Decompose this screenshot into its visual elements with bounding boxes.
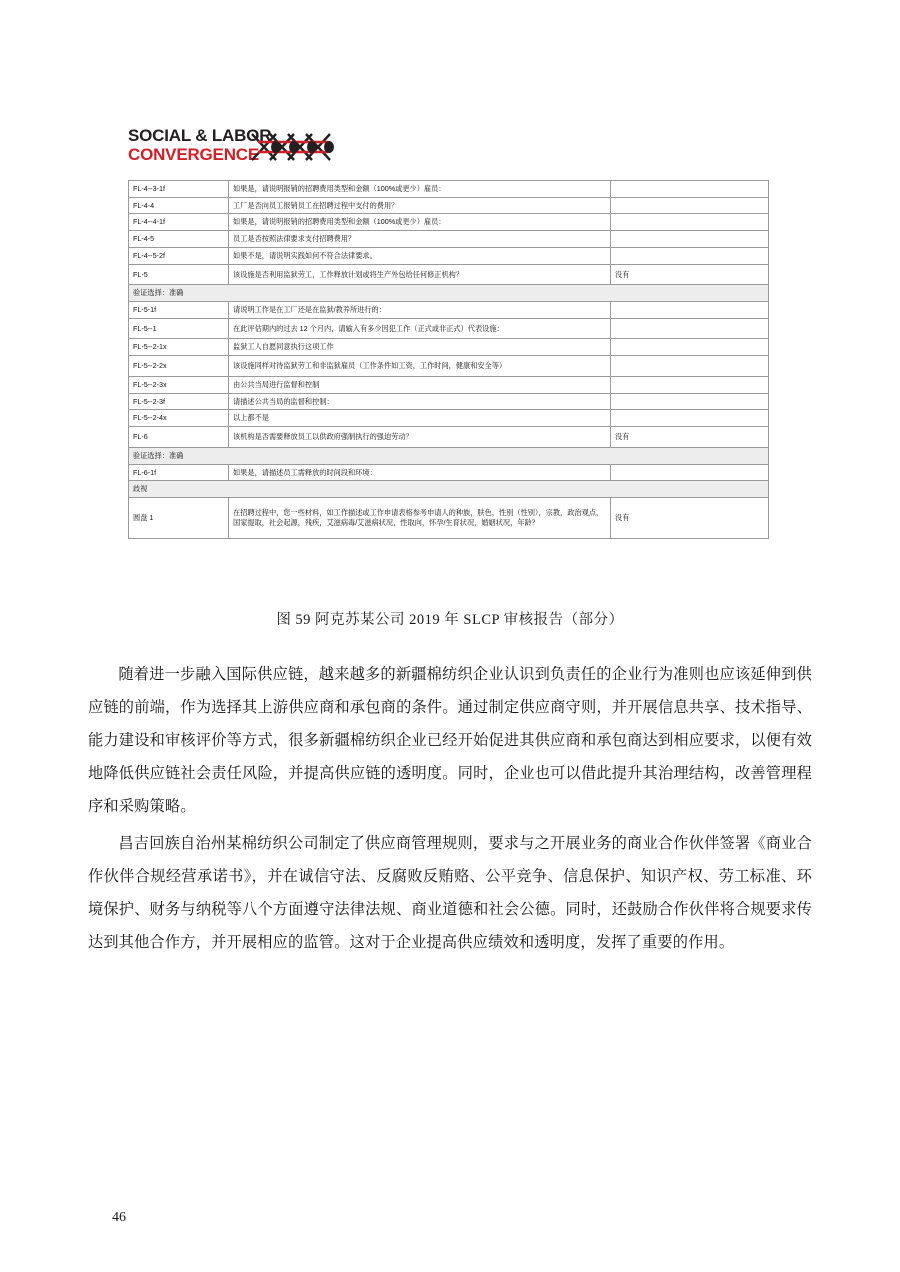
table-section-row — [129, 285, 769, 302]
cell-question: 该机构是否需要释放员工以供政府强制执行的强迫劳动？ — [229, 427, 611, 448]
table-row — [129, 339, 769, 356]
figure-caption: 图 59 阿克苏某公司 2019 年 SLCP 审核报告（部分） — [276, 612, 624, 628]
table-row — [129, 214, 769, 231]
table-row — [129, 264, 769, 285]
cell-code: FL-5--2-4x — [129, 410, 229, 427]
cell-answer — [611, 339, 769, 356]
body-text — [88, 658, 812, 963]
table-row — [129, 410, 769, 427]
cell-question: 监狱工人自愿同意执行这项工作 — [229, 339, 611, 356]
cell-question: 在此评估期内的过去 12 个月内，请输入有多少因犯工作（正式或非正式）代表设施： — [229, 318, 611, 339]
cell-question: 如果不是，请说明实践如何不符合法律要求。 — [229, 247, 611, 264]
paragraph: 昌吉回族自治州某棉纺织公司制定了供应商管理规则，要求与之开展业务的商业合作伙伴签署《商业合作伙伴合规经营承诺书》，并在诚信守法、反腐败反贿赂、公平竞争、信息保护、知识产权、劳工标准、环境保护、财务与纳税等八个方面遵守法律法规、商业道德和社会公德。同时，还鼓励合作伙伴将合规要求传达到其他合作方，并开展相应的监管。这对于企业提高供应绩效和透明度，发挥了重要的作用。 — [88, 835, 812, 951]
cell-code: FL-5--2-3x — [129, 376, 229, 393]
cell-answer: 没有 — [611, 264, 769, 285]
cell-code: FL-4--4-1f — [129, 214, 229, 231]
cell-question: 工厂是否向员工报销员工在招聘过程中支付的费用？ — [229, 197, 611, 214]
cell-answer — [611, 231, 769, 248]
cell-question: 由公共当局进行监督和控制 — [229, 376, 611, 393]
table-row — [129, 427, 769, 448]
cell-question: 请说明工作是在工厂还是在监狱/教养所进行的： — [229, 302, 611, 319]
cell-answer: 没有 — [611, 427, 769, 448]
cell-code: FL-4-4 — [129, 197, 229, 214]
cell-question: 在招聘过程中，您一些材料，如工作描述或工作申请表格参考申请人的种族，肤色，性别（性别），宗教，政治观点，国家提取，社会起源，残疾，艾滋病毒/艾滋病状况，性取向，怀孕/生育状况，婚姻状况，年龄？ — [229, 497, 611, 538]
logo-text-line1: SOCIAL & LABOR — [128, 126, 272, 145]
cell-code: FL-6-1f — [129, 464, 229, 481]
cell-answer — [611, 181, 769, 198]
cell-answer — [611, 214, 769, 231]
table-section-row — [129, 481, 769, 498]
cell-question: 如果是，请描述员工需释放的时间段和环境： — [229, 464, 611, 481]
table-row — [129, 393, 769, 410]
cell-section-label: 验证选择：准确 — [129, 285, 769, 302]
cell-code: FL-6 — [129, 427, 229, 448]
cell-section-label: 验证选择：准确 — [129, 447, 769, 464]
cell-code: FL-4-5 — [129, 231, 229, 248]
cell-code: FL-4--3-1f — [129, 181, 229, 198]
table-row — [129, 356, 769, 377]
paragraph: 随着进一步融入国际供应链，越来越多的新疆棉纺织企业认识到负责任的企业行为准则也应该延伸到供应链的前端，作为选择其上游供应商和承包商的条件。通过制定供应商守则，并开展信息共享、技术指导、能力建设和审核评价等方式，很多新疆棉纺织企业已经开始促进其供应商和承包商达到相应要求，以便有效地降低供应链社会责任风险，并提高供应链的透明度。同时，企业也可以借此提升其治理结构，改善管理程序和采购策略。 — [88, 666, 812, 815]
table-body — [129, 181, 769, 539]
cell-question: 以上都不是 — [229, 410, 611, 427]
table-row — [129, 247, 769, 264]
cell-code: FL-5--2-2x — [129, 356, 229, 377]
table-section-row — [129, 447, 769, 464]
table-row — [129, 302, 769, 319]
cell-code: FL-5--2-3f — [129, 393, 229, 410]
table-row — [129, 376, 769, 393]
table-row — [129, 464, 769, 481]
cell-answer — [611, 247, 769, 264]
table-row — [129, 318, 769, 339]
cell-answer — [611, 464, 769, 481]
chain-links-mark — [250, 128, 334, 166]
cell-section-label: 歧视 — [129, 481, 769, 498]
cell-answer — [611, 197, 769, 214]
cell-answer — [611, 318, 769, 339]
slcp-logo — [128, 126, 338, 170]
cell-question: 请描述公共当局的监督和控制： — [229, 393, 611, 410]
cell-answer — [611, 356, 769, 377]
cell-answer — [611, 376, 769, 393]
cell-code: 圆盘 1 — [129, 497, 229, 538]
cell-question: 如果是，请说明报销的招聘费用类型和金额（100%或更少）雇员： — [229, 214, 611, 231]
table-row — [129, 497, 769, 538]
cell-question: 员工是否按照法律要求支付招聘费用？ — [229, 231, 611, 248]
cell-question: 该设施同样对待监狱劳工和非监狱雇员（工作条件如工资，工作时间，健康和安全等） — [229, 356, 611, 377]
cell-code: FL-5 — [129, 264, 229, 285]
cell-code: FL-4--5-2f — [129, 247, 229, 264]
logo-text-line2: CONVERGENCE — [128, 145, 259, 164]
cell-question: 如果是，请说明报销的招聘费用类型和金额（100%或更少）雇员： — [229, 181, 611, 198]
table-row — [129, 197, 769, 214]
cell-code: FL-5-1f — [129, 302, 229, 319]
cell-answer — [611, 410, 769, 427]
table-row — [129, 231, 769, 248]
cell-question: 该设施是否利用监狱劳工，工作释放计划或将生产外包给任何修正机构？ — [229, 264, 611, 285]
page-number: 46 — [112, 1210, 126, 1225]
slcp-report-table — [128, 180, 769, 539]
cell-code: FL-5--2-1x — [129, 339, 229, 356]
cell-answer: 没有 — [611, 497, 769, 538]
cell-answer — [611, 302, 769, 319]
cell-answer — [611, 393, 769, 410]
cell-code: FL-5--1 — [129, 318, 229, 339]
table-row — [129, 181, 769, 198]
